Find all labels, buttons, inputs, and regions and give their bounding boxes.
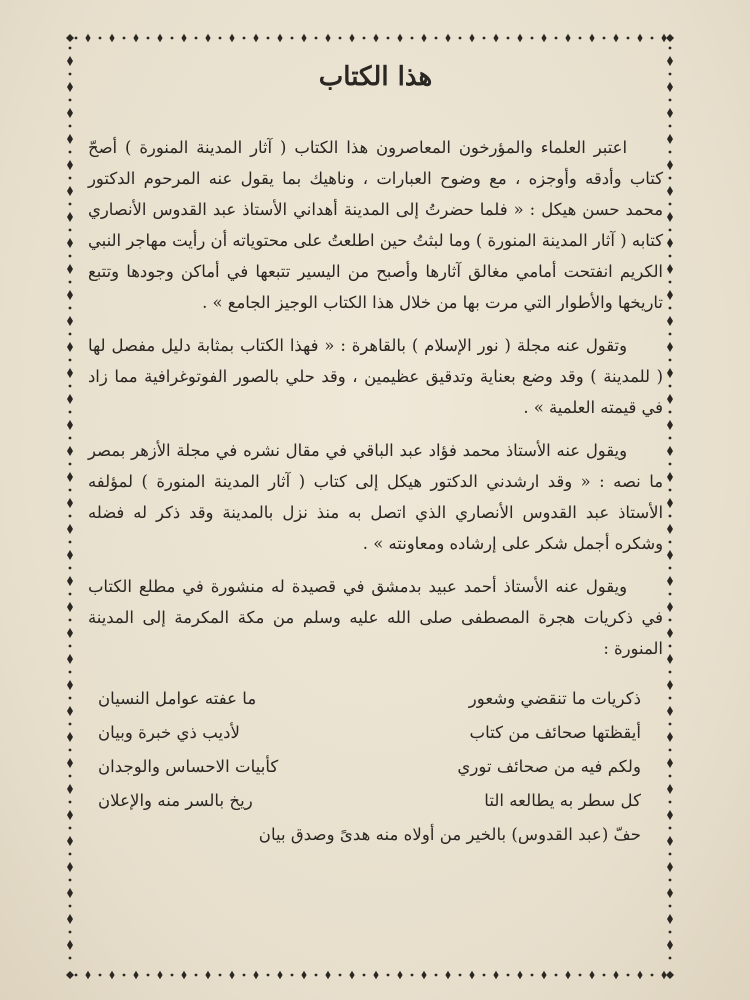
border-ornament [67,862,73,872]
border-dot [291,974,294,977]
border-ornament [67,602,73,612]
border-ornament [397,971,402,979]
border-ornament [565,971,570,979]
border-dot [69,749,72,752]
border-dot [603,37,606,40]
border-dot [603,974,606,977]
border-dot [669,151,672,154]
border-ornament [667,758,673,768]
border-dot [219,974,222,977]
border-ornament [67,680,73,690]
border-ornament [667,524,673,534]
border-dot [483,974,486,977]
border-dot [669,541,672,544]
border-ornament [325,971,330,979]
border-dot [669,853,672,856]
border-dot [669,255,672,258]
border-ornament [67,914,73,924]
border-dot [459,974,462,977]
border-ornament [66,971,74,979]
border-dot [579,37,582,40]
verse-second-half: كأبيات الاحساس والوجدان [98,757,279,776]
border-dot [69,463,72,466]
border-dot [243,974,246,977]
border-dot [363,37,366,40]
border-ornament [67,394,73,404]
border-ornament [667,914,673,924]
border-dot [171,974,174,977]
border-ornament [67,238,73,248]
verse-second-half: ما عفته عوامل النسيان [98,689,257,708]
border-dot [483,37,486,40]
border-dot [69,671,72,674]
border-ornament [67,264,73,274]
border-dot [99,974,102,977]
border-ornament [589,34,594,42]
border-dot [69,775,72,778]
border-ornament [301,34,306,42]
border-ornament [67,758,73,768]
border-ornament [667,810,673,820]
border-dot [669,879,672,882]
border-ornament [667,888,673,898]
border-ornament [667,212,673,222]
border-ornament [253,34,258,42]
border-ornament [133,971,138,979]
border-dot [669,125,672,128]
border-ornament [667,706,673,716]
border-dot [147,37,150,40]
border-dot [69,697,72,700]
border-ornament [67,420,73,430]
border-dot [147,974,150,977]
border-ornament [229,34,234,42]
border-dot [69,619,72,622]
border-ornament [349,34,354,42]
border-dot [669,307,672,310]
border-ornament [67,290,73,300]
border-dot [411,974,414,977]
border-ornament [67,212,73,222]
verse-first-half: حفّ (عبد القدوس) بالخير من أولاه منه هدىً وصدق بيان [258,825,641,844]
verse-second-half: لأديب ذي خبرة وبيان [98,723,240,742]
border-ornament [541,34,546,42]
border-dot [69,645,72,648]
border-ornament [445,34,450,42]
border-ornament [637,34,642,42]
border-ornament [661,971,666,979]
poem [88,682,663,852]
poem-verse [88,750,663,784]
border-ornament [613,971,618,979]
border-ornament [667,784,673,794]
border-dot [69,567,72,570]
border-dot [531,974,534,977]
border-ornament [67,576,73,586]
border-dot [69,853,72,856]
border-ornament [373,971,378,979]
border-ornament [667,628,673,638]
border-dot [195,974,198,977]
border-ornament [517,971,522,979]
border-dot [669,281,672,284]
border-ornament [493,34,498,42]
border-dot [669,957,672,960]
border-ornament [667,498,673,508]
border-dot [69,73,72,76]
border-ornament [667,394,673,404]
border-ornament [589,971,594,979]
border-dot [339,974,342,977]
border-dot [291,37,294,40]
border-ornament [667,238,673,248]
border-ornament [469,971,474,979]
verse-first-half: ولكم فيه من صحائف توري [457,757,641,776]
border-ornament [541,971,546,979]
border-dot [69,307,72,310]
border-ornament [667,472,673,482]
verse-first-half: كل سطر به يطالعه التا [484,791,641,810]
border-ornament [666,34,674,42]
border-ornament [667,680,673,690]
border-dot [195,37,198,40]
paragraph-poem-intro: ويقول عنه الأستاذ أحمد عبيد بدمشق في قصيدة له منشورة في مطلع الكتاب في ذكريات هجرة المصطفى صلى الله عليه وسلم من مكة المكرمة إلى المدينة المنورة : [88,577,663,658]
border-dot [435,974,438,977]
border-dot [69,281,72,284]
border-dot [669,47,672,50]
border-ornament [67,550,73,560]
border-ornament [67,654,73,664]
border-dot [339,37,342,40]
border-dot [69,47,72,50]
border-dot [669,437,672,440]
border-dot [243,37,246,40]
border-ornament [667,290,673,300]
border-ornament [667,550,673,560]
verse-first-half: أيقظتها صحائف من كتاب [469,723,641,742]
border-dot [669,671,672,674]
border-dot [411,37,414,40]
border-dot [669,775,672,778]
page-title: هذا الكتاب [318,62,433,92]
border-dot [669,333,672,336]
border-ornament [445,971,450,979]
border-dot [669,593,672,596]
border-ornament [67,160,73,170]
border-dot [669,463,672,466]
border-dot [69,905,72,908]
border-dot [69,879,72,882]
border-ornament [667,160,673,170]
border-ornament [667,342,673,352]
border-ornament [667,576,673,586]
border-dot [267,37,270,40]
border-ornament [109,34,114,42]
border-dot [75,37,78,40]
border-dot [69,177,72,180]
border-ornament [667,446,673,456]
border-dot [387,37,390,40]
border-ornament [637,971,642,979]
border-ornament [667,82,673,92]
border-dot [267,974,270,977]
verse-second-half: ريخ بالسر منه والإعلان [98,791,253,810]
border-dot [69,359,72,362]
paragraph-nour-alislam: وتقول عنه مجلة ( نور الإسلام ) بالقاهرة : « فهذا الكتاب بمثابة دليل مفصل لها ( للمدينة ) وقد وضع بعناية وتدقيق عظيمين ، وقد حلي بالصور الفوتوغرافية مما زاد في قيمته العلمية » . [88,336,663,417]
border-ornament [67,524,73,534]
border-dot [75,974,78,977]
border-ornament [301,971,306,979]
border-dot [69,723,72,726]
border-ornament [666,971,674,979]
border-ornament [181,971,186,979]
border-dot [669,515,672,518]
border-dot [669,203,672,206]
border-dot [555,37,558,40]
border-ornament [277,971,282,979]
border-ornament [667,108,673,118]
border-dot [669,827,672,830]
border-ornament [133,34,138,42]
border-ornament [277,34,282,42]
border-dot [669,73,672,76]
border-dot [435,37,438,40]
border-ornament [67,706,73,716]
verse-first-half: ذكريات ما تنقضي وشعور [468,689,641,708]
border-dot [363,974,366,977]
border-dot [69,411,72,414]
border-dot [669,489,672,492]
border-dot [69,593,72,596]
border-ornament [67,82,73,92]
border-ornament [205,971,210,979]
border-ornament [66,34,74,42]
border-ornament [67,446,73,456]
border-dot [669,229,672,232]
border-dot [627,974,630,977]
poem-verse [88,682,663,716]
border-ornament [517,34,522,42]
border-ornament [67,56,73,66]
border-ornament [67,134,73,144]
border-dot [669,697,672,700]
border-dot [315,37,318,40]
border-ornament [667,316,673,326]
border-dot [69,333,72,336]
border-ornament [667,368,673,378]
border-ornament [667,862,673,872]
page-content [88,58,663,968]
poem-verse [88,818,663,852]
border-dot [669,645,672,648]
border-dot [69,541,72,544]
border-dot [69,125,72,128]
border-dot [669,619,672,622]
border-dot [651,37,654,40]
border-dot [387,974,390,977]
border-dot [669,411,672,414]
border-dot [669,931,672,934]
border-ornament [67,810,73,820]
border-ornament [349,971,354,979]
border-dot [669,177,672,180]
border-dot [69,385,72,388]
border-dot [69,931,72,934]
border-dot [69,229,72,232]
border-ornament [67,498,73,508]
border-ornament [67,342,73,352]
border-ornament [667,602,673,612]
border-ornament [661,34,666,42]
border-ornament [667,134,673,144]
border-ornament [67,186,73,196]
border-ornament [373,34,378,42]
border-dot [69,151,72,154]
border-dot [69,827,72,830]
border-dot [507,37,510,40]
border-ornament [469,34,474,42]
border-ornament [253,971,258,979]
border-ornament [67,108,73,118]
paragraph-azhar: ويقول عنه الأستاذ محمد فؤاد عبد الباقي في مقال نشره في مجلة الأزهر بمصر ما نصه : « وقد ارشدني الدكتور هيكل إلى كتاب ( آثار المدينة المنورة ) لمؤلفه الأستاذ عبد القدوس الأنصاري الذي اتصل به منذ نزل بالمدينة وقد ذكر له فضله وشكره أجمل شكر على إرشاده ومعاونته » . [88,441,663,553]
border-ornament [613,34,618,42]
border-ornament [205,34,210,42]
poem-verse [88,716,663,750]
border-dot [669,99,672,102]
border-ornament [85,971,90,979]
border-dot [69,203,72,206]
border-dot [669,905,672,908]
paragraph-intro: اعتبر العلماء والمؤرخون المعاصرون هذا الكتاب ( آثار المدينة المنورة ) أصحّ كتاب وأدقه وأوجزه ، مع وضوح العبارات ، وناهيك بما يقول عنه المرحوم الدكتور محمد حسن هيكل : « فلما حضرتُ إلى المدينة أهداني الأستاذ عبد القدوس الأنصاري كتابه ( آثار المدينة المنورة ) وما لبثتُ حين اطلعتُ على محتوياته أن رأيت مهاجر النبي الكريم انفتحت أمامي مغالق آثارها وأصبح من اليسير تتبعها في أماكن وجودها وتتبع تاريخها والأطوار التي مرت بها من خلال هذا الكتاب الوجيز الجامع » . [88,138,663,312]
border-ornament [67,836,73,846]
border-ornament [85,34,90,42]
border-dot [669,359,672,362]
border-ornament [67,472,73,482]
border-ornament [325,34,330,42]
border-dot [669,801,672,804]
border-ornament [667,732,673,742]
border-ornament [667,186,673,196]
border-dot [531,37,534,40]
border-ornament [421,971,426,979]
border-ornament [667,836,673,846]
border-dot [69,801,72,804]
border-ornament [229,971,234,979]
border-dot [123,37,126,40]
border-dot [651,974,654,977]
border-ornament [421,34,426,42]
border-dot [555,974,558,977]
border-dot [69,255,72,258]
border-ornament [109,971,114,979]
poem-verse [88,784,663,818]
border-dot [99,37,102,40]
border-dot [171,37,174,40]
border-dot [507,974,510,977]
border-ornament [667,940,673,950]
border-dot [69,489,72,492]
border-ornament [67,316,73,326]
border-ornament [667,654,673,664]
border-ornament [67,368,73,378]
border-dot [669,749,672,752]
border-dot [315,974,318,977]
border-ornament [493,971,498,979]
border-ornament [667,56,673,66]
border-ornament [67,628,73,638]
border-dot [69,99,72,102]
border-ornament [565,34,570,42]
border-dot [669,385,672,388]
border-dot [69,437,72,440]
border-dot [459,37,462,40]
border-dot [123,974,126,977]
border-ornament [397,34,402,42]
border-ornament [67,888,73,898]
border-dot [69,515,72,518]
border-dot [69,957,72,960]
border-dot [219,37,222,40]
border-ornament [157,34,162,42]
border-ornament [67,732,73,742]
border-dot [669,567,672,570]
border-ornament [67,784,73,794]
border-dot [669,723,672,726]
border-ornament [667,264,673,274]
border-dot [579,974,582,977]
border-dot [627,37,630,40]
border-ornament [667,420,673,430]
border-ornament [181,34,186,42]
border-ornament [157,971,162,979]
border-ornament [67,940,73,950]
